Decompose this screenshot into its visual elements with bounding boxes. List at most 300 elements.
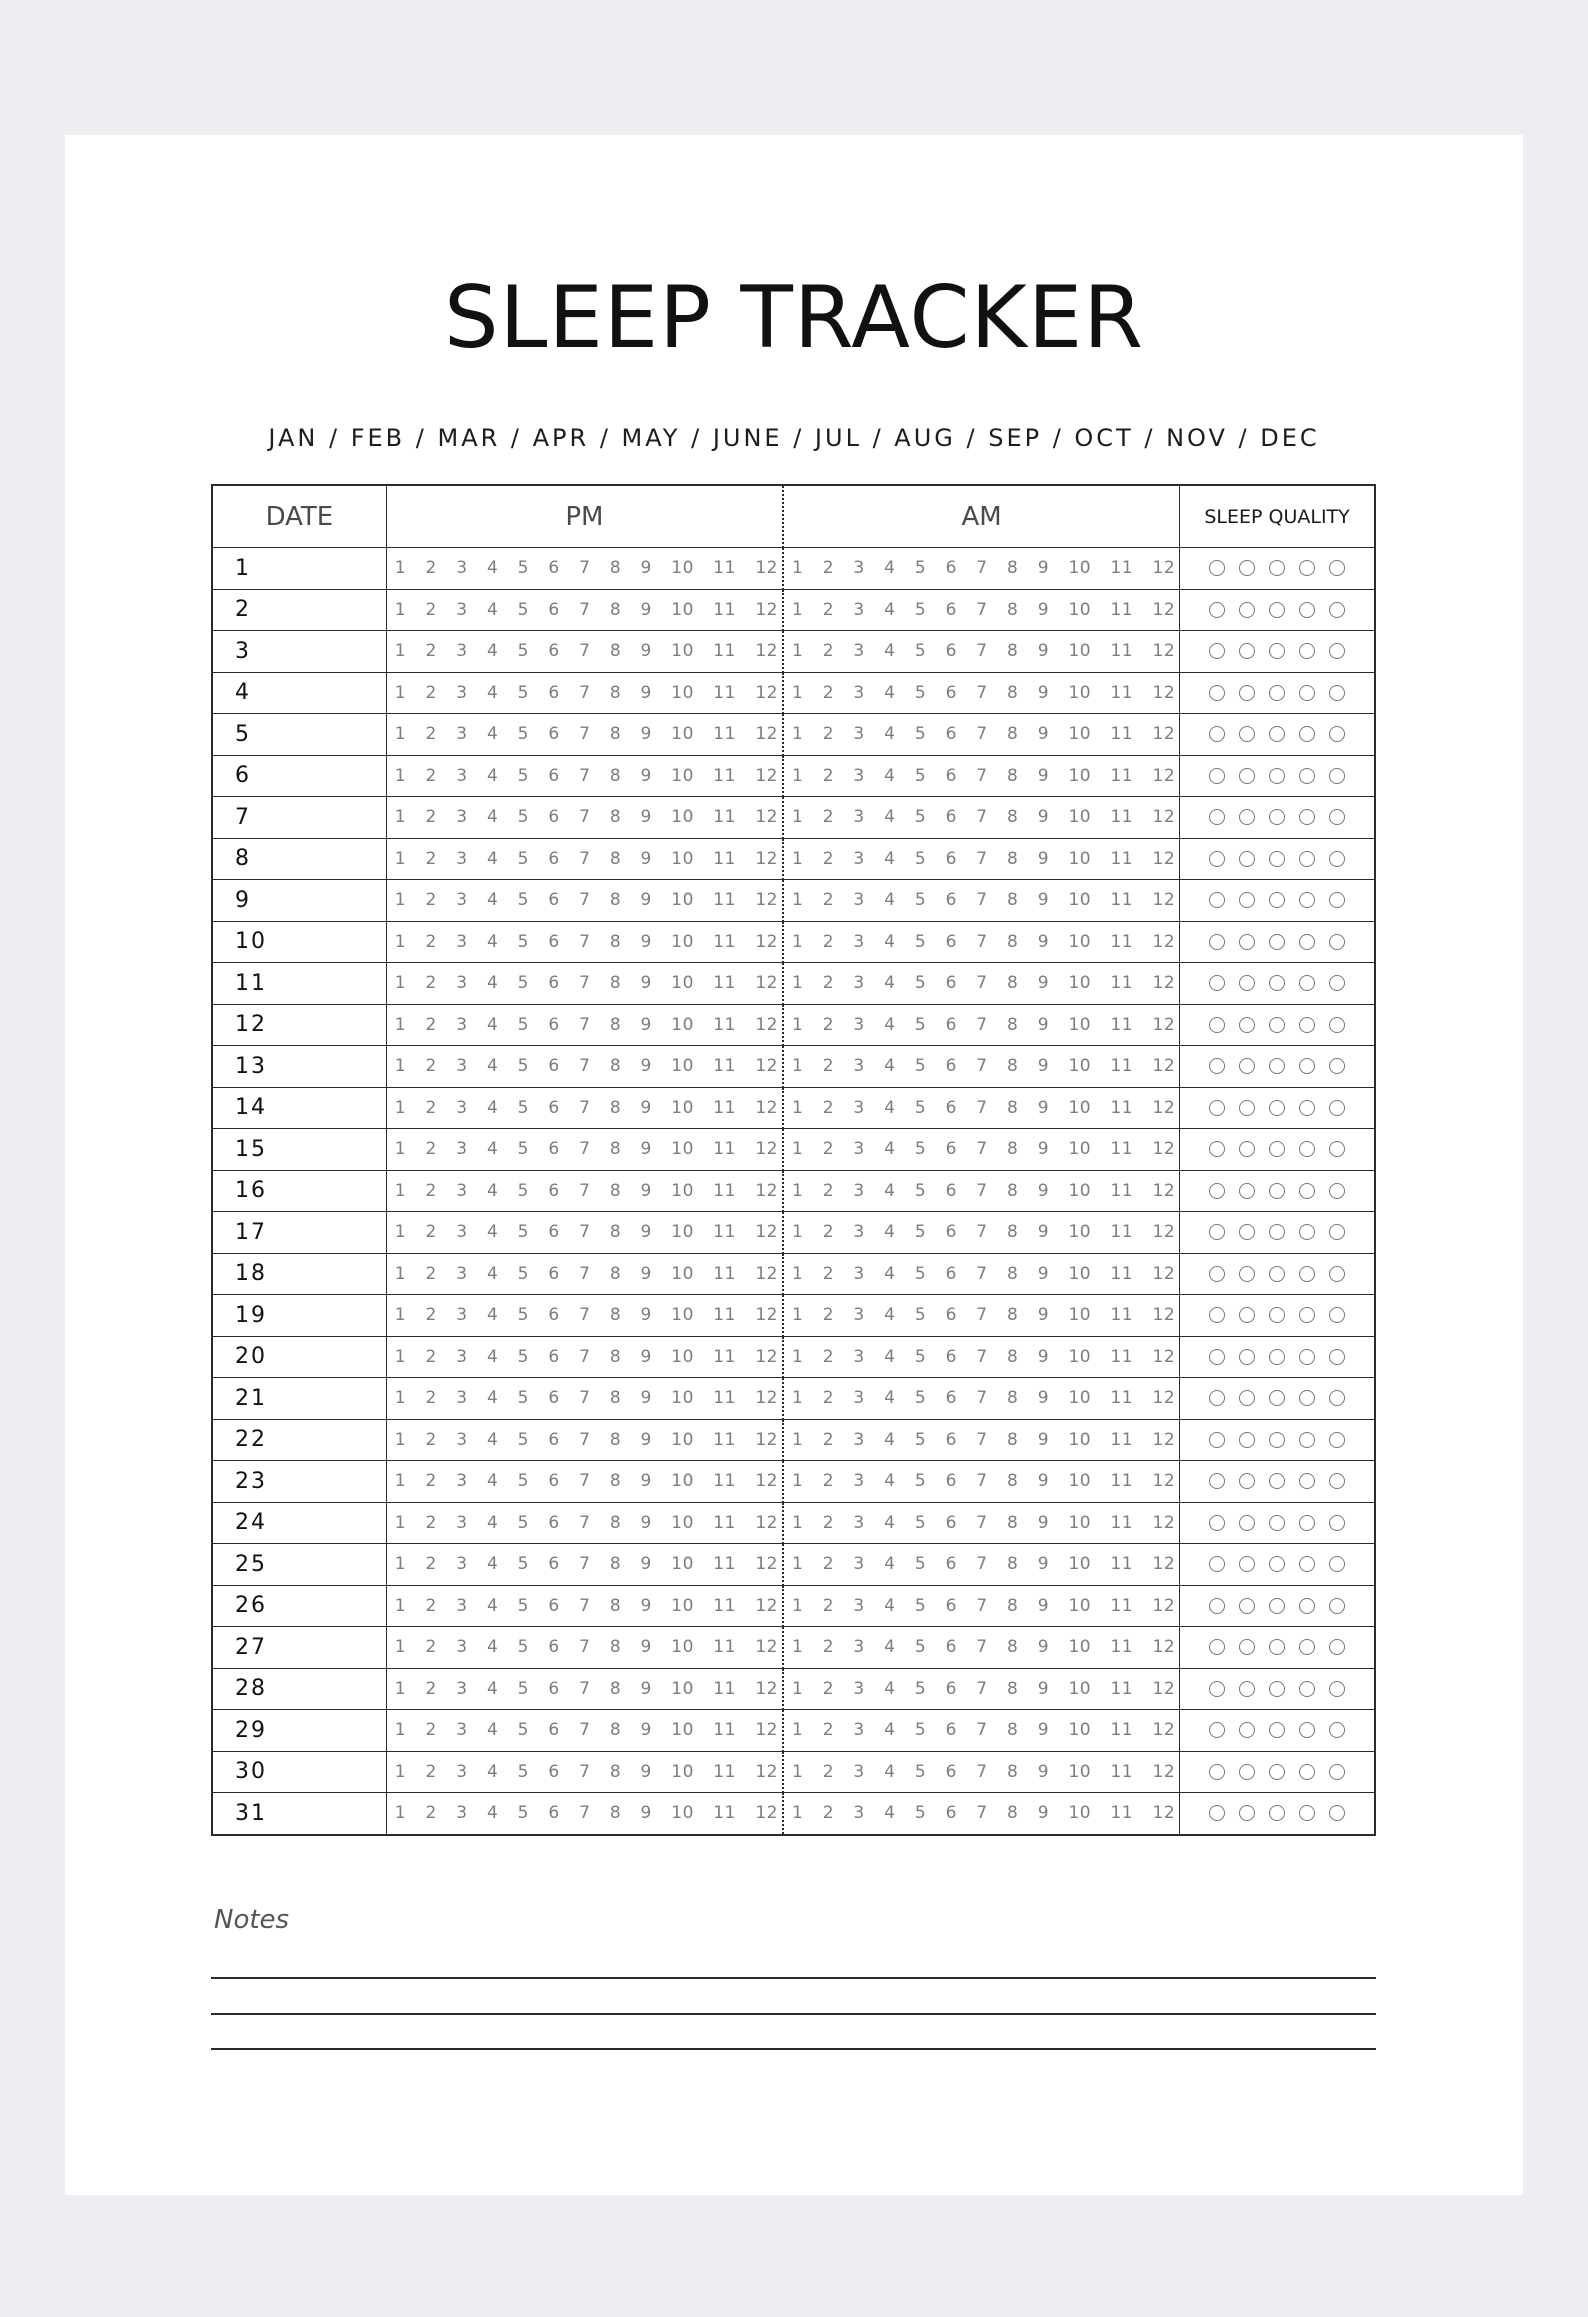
pm-hour-number[interactable]: 5 [517, 765, 529, 786]
am-hour-number[interactable]: 7 [976, 1014, 988, 1035]
am-hour-number[interactable]: 5 [914, 1305, 927, 1326]
am-hour-number[interactable]: 9 [1037, 807, 1050, 828]
pm-hour-number[interactable]: 12 [755, 1720, 778, 1741]
am-hour-number[interactable]: 4 [884, 1097, 896, 1118]
pm-hour-number[interactable]: 6 [548, 807, 560, 828]
pm-hour-number[interactable]: 12 [755, 1056, 778, 1077]
am-hour-number[interactable]: 2 [822, 1678, 835, 1699]
quality-circle-icon[interactable] [1209, 934, 1225, 950]
quality-circle-icon[interactable] [1239, 560, 1255, 576]
pm-hour-number[interactable]: 6 [548, 558, 560, 579]
pm-hour-number[interactable]: 12 [755, 1263, 778, 1284]
am-hour-number[interactable]: 8 [1007, 1678, 1019, 1699]
pm-hour-number[interactable]: 4 [486, 1512, 499, 1533]
am-hour-number[interactable]: 7 [976, 848, 988, 869]
am-hour-number[interactable]: 1 [791, 807, 804, 828]
pm-hour-number[interactable]: 5 [517, 807, 529, 828]
pm-hour-number[interactable]: 5 [517, 1803, 529, 1824]
quality-circle-icon[interactable] [1299, 1224, 1315, 1240]
quality-circle-icon[interactable] [1329, 1515, 1345, 1531]
am-hour-number[interactable]: 7 [976, 765, 988, 786]
am-hour-number[interactable]: 7 [976, 1346, 988, 1367]
am-hour-number[interactable]: 7 [976, 1429, 988, 1450]
am-hour-number[interactable]: 3 [853, 848, 865, 869]
am-hour-number[interactable]: 9 [1037, 973, 1050, 994]
am-hour-number[interactable]: 11 [1110, 848, 1134, 869]
am-hour-number[interactable]: 4 [884, 1305, 896, 1326]
am-hour-number[interactable]: 8 [1007, 1139, 1019, 1160]
am-hour-number[interactable]: 3 [853, 724, 865, 745]
am-hour-number[interactable]: 6 [945, 1180, 957, 1201]
pm-hour-number[interactable]: 2 [425, 1139, 437, 1160]
pm-hour-number[interactable]: 6 [548, 682, 560, 703]
am-hour-number[interactable]: 3 [853, 931, 865, 952]
quality-circle-icon[interactable] [1209, 975, 1225, 991]
pm-hour-number[interactable]: 4 [486, 1263, 499, 1284]
am-hour-number[interactable]: 2 [822, 682, 835, 703]
pm-hour-number[interactable]: 2 [425, 848, 437, 869]
pm-hour-number[interactable]: 7 [579, 724, 591, 745]
pm-hour-number[interactable]: 1 [394, 1720, 407, 1741]
quality-circle-icon[interactable] [1209, 768, 1225, 784]
am-hour-number[interactable]: 1 [791, 1014, 804, 1035]
pm-hour-number[interactable]: 1 [394, 599, 407, 620]
pm-hour-number[interactable]: 2 [425, 558, 437, 579]
am-hour-number[interactable]: 4 [884, 641, 896, 662]
am-hour-number[interactable]: 6 [945, 973, 957, 994]
quality-circle-icon[interactable] [1269, 851, 1285, 867]
am-hour-number[interactable]: 12 [1152, 1678, 1176, 1699]
pm-hour-number[interactable]: 7 [579, 973, 591, 994]
pm-hour-number[interactable]: 10 [671, 765, 694, 786]
pm-hour-number[interactable]: 3 [456, 848, 468, 869]
pm-hour-number[interactable]: 12 [755, 848, 778, 869]
am-hour-number[interactable]: 7 [976, 1803, 988, 1824]
am-hour-number[interactable]: 8 [1007, 1429, 1019, 1450]
pm-hour-number[interactable]: 7 [579, 1180, 591, 1201]
pm-hour-number[interactable]: 6 [548, 1512, 560, 1533]
quality-circle-icon[interactable] [1269, 1266, 1285, 1282]
pm-hour-number[interactable]: 6 [548, 1388, 560, 1409]
pm-hour-number[interactable]: 6 [548, 931, 560, 952]
quality-circle-icon[interactable] [1299, 1058, 1315, 1074]
am-hour-number[interactable]: 12 [1152, 1139, 1176, 1160]
pm-hour-number[interactable]: 2 [425, 682, 437, 703]
quality-circle-icon[interactable] [1209, 1183, 1225, 1199]
pm-hour-number[interactable]: 5 [517, 682, 529, 703]
am-hour-number[interactable]: 11 [1110, 1720, 1134, 1741]
pm-hour-number[interactable]: 5 [517, 1097, 529, 1118]
quality-circle-icon[interactable] [1239, 1805, 1255, 1821]
pm-hour-number[interactable]: 11 [713, 1678, 736, 1699]
am-hour-number[interactable]: 11 [1110, 1056, 1134, 1077]
am-hour-number[interactable]: 3 [853, 807, 865, 828]
am-hour-number[interactable]: 7 [976, 1180, 988, 1201]
quality-circle-icon[interactable] [1299, 1639, 1315, 1655]
pm-hour-number[interactable]: 4 [486, 641, 499, 662]
am-hour-number[interactable]: 11 [1110, 1097, 1134, 1118]
am-hour-number[interactable]: 11 [1110, 1305, 1134, 1326]
notes-line[interactable] [211, 1977, 1376, 1979]
am-hour-number[interactable]: 3 [853, 1595, 865, 1616]
am-hour-number[interactable]: 8 [1007, 1014, 1019, 1035]
am-hour-number[interactable]: 1 [791, 1761, 804, 1782]
pm-hour-number[interactable]: 3 [456, 1761, 468, 1782]
am-hour-number[interactable]: 3 [853, 1014, 865, 1035]
am-hour-number[interactable]: 12 [1152, 1761, 1176, 1782]
am-hour-number[interactable]: 6 [945, 848, 957, 869]
am-hour-number[interactable]: 9 [1037, 1637, 1050, 1658]
am-hour-number[interactable]: 4 [884, 1180, 896, 1201]
am-hour-number[interactable]: 5 [914, 765, 927, 786]
am-hour-number[interactable]: 4 [884, 765, 896, 786]
quality-circle-icon[interactable] [1299, 1598, 1315, 1614]
quality-circle-icon[interactable] [1299, 809, 1315, 825]
am-hour-number[interactable]: 2 [822, 724, 835, 745]
am-hour-number[interactable]: 8 [1007, 682, 1019, 703]
am-hour-number[interactable]: 5 [914, 682, 927, 703]
pm-hour-number[interactable]: 7 [579, 1678, 591, 1699]
pm-hour-number[interactable]: 11 [713, 558, 736, 579]
am-hour-number[interactable]: 6 [945, 682, 957, 703]
pm-hour-number[interactable]: 6 [548, 1263, 560, 1284]
pm-hour-number[interactable]: 5 [517, 848, 529, 869]
pm-hour-number[interactable]: 11 [713, 765, 736, 786]
pm-hour-number[interactable]: 10 [671, 807, 694, 828]
am-hour-number[interactable]: 3 [853, 1429, 865, 1450]
am-hour-number[interactable]: 4 [884, 1388, 896, 1409]
pm-hour-number[interactable]: 3 [456, 1263, 468, 1284]
pm-hour-number[interactable]: 6 [548, 1180, 560, 1201]
am-hour-number[interactable]: 9 [1037, 1554, 1050, 1575]
am-hour-number[interactable]: 6 [945, 1056, 957, 1077]
am-hour-number[interactable]: 1 [791, 890, 804, 911]
am-hour-number[interactable]: 5 [914, 1263, 927, 1284]
am-hour-number[interactable]: 8 [1007, 1720, 1019, 1741]
quality-circle-icon[interactable] [1209, 1556, 1225, 1572]
am-hour-number[interactable]: 12 [1152, 1595, 1176, 1616]
quality-circle-icon[interactable] [1239, 809, 1255, 825]
pm-hour-number[interactable]: 11 [713, 973, 736, 994]
pm-hour-number[interactable]: 8 [609, 1471, 622, 1492]
am-hour-number[interactable]: 4 [884, 931, 896, 952]
quality-circle-icon[interactable] [1239, 1100, 1255, 1116]
pm-hour-number[interactable]: 8 [609, 1429, 622, 1450]
quality-circle-icon[interactable] [1299, 1432, 1315, 1448]
pm-hour-number[interactable]: 12 [755, 1429, 778, 1450]
pm-hour-number[interactable]: 10 [671, 1056, 694, 1077]
quality-circle-icon[interactable] [1239, 1017, 1255, 1033]
am-hour-number[interactable]: 10 [1068, 1222, 1092, 1243]
quality-circle-icon[interactable] [1299, 1100, 1315, 1116]
am-hour-number[interactable]: 5 [914, 1056, 927, 1077]
pm-hour-number[interactable]: 10 [671, 682, 694, 703]
pm-hour-number[interactable]: 2 [425, 1263, 437, 1284]
pm-hour-number[interactable]: 2 [425, 1512, 437, 1533]
am-hour-number[interactable]: 10 [1068, 1014, 1092, 1035]
am-hour-number[interactable]: 8 [1007, 558, 1019, 579]
am-hour-number[interactable]: 7 [976, 1554, 988, 1575]
am-hour-number[interactable]: 7 [976, 558, 988, 579]
pm-hour-number[interactable]: 1 [394, 1014, 407, 1035]
pm-hour-number[interactable]: 3 [456, 641, 468, 662]
quality-circle-icon[interactable] [1329, 1764, 1345, 1780]
quality-circle-icon[interactable] [1209, 560, 1225, 576]
am-hour-number[interactable]: 3 [853, 1388, 865, 1409]
am-hour-number[interactable]: 6 [945, 558, 957, 579]
am-hour-number[interactable]: 5 [914, 1554, 927, 1575]
pm-hour-number[interactable]: 10 [671, 1263, 694, 1284]
pm-hour-number[interactable]: 8 [609, 1512, 622, 1533]
quality-circle-icon[interactable] [1269, 1556, 1285, 1572]
pm-hour-number[interactable]: 5 [517, 1595, 529, 1616]
am-hour-number[interactable]: 7 [976, 1139, 988, 1160]
am-hour-number[interactable]: 8 [1007, 1388, 1019, 1409]
pm-hour-number[interactable]: 11 [713, 1346, 736, 1367]
quality-circle-icon[interactable] [1329, 1639, 1345, 1655]
quality-circle-icon[interactable] [1299, 975, 1315, 991]
pm-hour-number[interactable]: 7 [579, 1305, 591, 1326]
am-hour-number[interactable]: 12 [1152, 931, 1176, 952]
quality-circle-icon[interactable] [1329, 1266, 1345, 1282]
am-hour-number[interactable]: 10 [1068, 1097, 1092, 1118]
am-hour-number[interactable]: 12 [1152, 807, 1176, 828]
pm-hour-number[interactable]: 2 [425, 724, 437, 745]
pm-hour-number[interactable]: 8 [609, 558, 622, 579]
pm-hour-number[interactable]: 1 [394, 1761, 407, 1782]
pm-hour-number[interactable]: 8 [609, 1305, 622, 1326]
am-hour-number[interactable]: 6 [945, 1720, 957, 1741]
quality-circle-icon[interactable] [1239, 1515, 1255, 1531]
pm-hour-number[interactable]: 1 [394, 973, 407, 994]
am-hour-number[interactable]: 5 [914, 1761, 927, 1782]
quality-circle-icon[interactable] [1299, 1349, 1315, 1365]
pm-hour-number[interactable]: 1 [394, 848, 407, 869]
am-hour-number[interactable]: 4 [884, 807, 896, 828]
pm-hour-number[interactable]: 10 [671, 1097, 694, 1118]
pm-hour-number[interactable]: 3 [456, 682, 468, 703]
pm-hour-number[interactable]: 5 [517, 1471, 529, 1492]
pm-hour-number[interactable]: 6 [548, 1014, 560, 1035]
pm-hour-number[interactable]: 7 [579, 931, 591, 952]
am-hour-number[interactable]: 10 [1068, 1595, 1092, 1616]
quality-circle-icon[interactable] [1269, 1183, 1285, 1199]
pm-hour-number[interactable]: 11 [713, 1803, 736, 1824]
am-hour-number[interactable]: 4 [884, 1014, 896, 1035]
pm-hour-number[interactable]: 9 [640, 931, 652, 952]
am-hour-number[interactable]: 7 [976, 1471, 988, 1492]
pm-hour-number[interactable]: 1 [394, 1263, 407, 1284]
am-hour-number[interactable]: 7 [976, 931, 988, 952]
am-hour-number[interactable]: 2 [822, 599, 835, 620]
pm-hour-number[interactable]: 10 [671, 931, 694, 952]
pm-hour-number[interactable]: 5 [517, 1678, 529, 1699]
am-hour-number[interactable]: 10 [1068, 599, 1092, 620]
pm-hour-number[interactable]: 1 [394, 1554, 407, 1575]
pm-hour-number[interactable]: 1 [394, 558, 407, 579]
pm-hour-number[interactable]: 10 [671, 1014, 694, 1035]
pm-hour-number[interactable]: 7 [579, 1720, 591, 1741]
pm-hour-number[interactable]: 3 [456, 1097, 468, 1118]
am-hour-number[interactable]: 8 [1007, 848, 1019, 869]
am-hour-number[interactable]: 1 [791, 1720, 804, 1741]
am-hour-number[interactable]: 7 [976, 973, 988, 994]
am-hour-number[interactable]: 5 [914, 1014, 927, 1035]
pm-hour-number[interactable]: 9 [640, 1014, 652, 1035]
pm-hour-number[interactable]: 10 [671, 1305, 694, 1326]
am-hour-number[interactable]: 10 [1068, 931, 1092, 952]
pm-hour-number[interactable]: 4 [486, 1720, 499, 1741]
am-hour-number[interactable]: 9 [1037, 1056, 1050, 1077]
pm-hour-number[interactable]: 8 [609, 1346, 622, 1367]
notes-line[interactable] [211, 2013, 1376, 2015]
quality-circle-icon[interactable] [1269, 1432, 1285, 1448]
pm-hour-number[interactable]: 4 [486, 1637, 499, 1658]
am-hour-number[interactable]: 12 [1152, 1388, 1176, 1409]
am-hour-number[interactable]: 11 [1110, 890, 1134, 911]
pm-hour-number[interactable]: 7 [579, 558, 591, 579]
pm-hour-number[interactable]: 9 [640, 848, 652, 869]
quality-circle-icon[interactable] [1239, 1764, 1255, 1780]
am-hour-number[interactable]: 2 [822, 1139, 835, 1160]
pm-hour-number[interactable]: 10 [671, 890, 694, 911]
pm-hour-number[interactable]: 10 [671, 1388, 694, 1409]
quality-circle-icon[interactable] [1329, 1017, 1345, 1033]
pm-hour-number[interactable]: 4 [486, 807, 499, 828]
am-hour-number[interactable]: 3 [853, 1720, 865, 1741]
quality-circle-icon[interactable] [1209, 726, 1225, 742]
pm-hour-number[interactable]: 1 [394, 1429, 407, 1450]
am-hour-number[interactable]: 3 [853, 1263, 865, 1284]
am-hour-number[interactable]: 3 [853, 558, 865, 579]
am-hour-number[interactable]: 10 [1068, 1056, 1092, 1077]
quality-circle-icon[interactable] [1269, 1100, 1285, 1116]
am-hour-number[interactable]: 7 [976, 599, 988, 620]
pm-hour-number[interactable]: 1 [394, 1595, 407, 1616]
pm-hour-number[interactable]: 7 [579, 1637, 591, 1658]
pm-hour-number[interactable]: 12 [755, 599, 778, 620]
pm-hour-number[interactable]: 5 [517, 599, 529, 620]
am-hour-number[interactable]: 11 [1110, 558, 1134, 579]
pm-hour-number[interactable]: 12 [755, 1637, 778, 1658]
am-hour-number[interactable]: 12 [1152, 1305, 1176, 1326]
pm-hour-number[interactable]: 12 [755, 682, 778, 703]
am-hour-number[interactable]: 11 [1110, 1139, 1134, 1160]
am-hour-number[interactable]: 3 [853, 973, 865, 994]
pm-hour-number[interactable]: 12 [755, 1305, 778, 1326]
quality-circle-icon[interactable] [1269, 1390, 1285, 1406]
am-hour-number[interactable]: 2 [822, 1056, 835, 1077]
am-hour-number[interactable]: 8 [1007, 599, 1019, 620]
quality-circle-icon[interactable] [1209, 1224, 1225, 1240]
am-hour-number[interactable]: 1 [791, 1180, 804, 1201]
am-hour-number[interactable]: 2 [822, 1346, 835, 1367]
pm-hour-number[interactable]: 2 [425, 1720, 437, 1741]
quality-circle-icon[interactable] [1239, 975, 1255, 991]
quality-circle-icon[interactable] [1299, 560, 1315, 576]
am-hour-number[interactable]: 2 [822, 558, 835, 579]
am-hour-number[interactable]: 10 [1068, 1803, 1092, 1824]
am-hour-number[interactable]: 6 [945, 1761, 957, 1782]
pm-hour-number[interactable]: 11 [713, 1388, 736, 1409]
am-hour-number[interactable]: 1 [791, 599, 804, 620]
pm-hour-number[interactable]: 1 [394, 1388, 407, 1409]
pm-hour-number[interactable]: 3 [456, 1305, 468, 1326]
pm-hour-number[interactable]: 10 [671, 1512, 694, 1533]
pm-hour-number[interactable]: 7 [579, 641, 591, 662]
pm-hour-number[interactable]: 3 [456, 1014, 468, 1035]
am-hour-number[interactable]: 9 [1037, 890, 1050, 911]
am-hour-number[interactable]: 3 [853, 1637, 865, 1658]
pm-hour-number[interactable]: 11 [713, 1263, 736, 1284]
pm-hour-number[interactable]: 8 [609, 1056, 622, 1077]
pm-hour-number[interactable]: 12 [755, 973, 778, 994]
am-hour-number[interactable]: 11 [1110, 1678, 1134, 1699]
pm-hour-number[interactable]: 2 [425, 1803, 437, 1824]
am-hour-number[interactable]: 2 [822, 1305, 835, 1326]
pm-hour-number[interactable]: 9 [640, 1678, 652, 1699]
pm-hour-number[interactable]: 8 [609, 1139, 622, 1160]
am-hour-number[interactable]: 9 [1037, 724, 1050, 745]
am-hour-number[interactable]: 5 [914, 1637, 927, 1658]
am-hour-number[interactable]: 11 [1110, 765, 1134, 786]
pm-hour-number[interactable]: 3 [456, 1180, 468, 1201]
pm-hour-number[interactable]: 9 [640, 558, 652, 579]
am-hour-number[interactable]: 11 [1110, 1346, 1134, 1367]
pm-hour-number[interactable]: 5 [517, 558, 529, 579]
quality-circle-icon[interactable] [1239, 643, 1255, 659]
quality-circle-icon[interactable] [1329, 1183, 1345, 1199]
am-hour-number[interactable]: 1 [791, 641, 804, 662]
am-hour-number[interactable]: 2 [822, 1429, 835, 1450]
pm-hour-number[interactable]: 11 [713, 1305, 736, 1326]
am-hour-number[interactable]: 4 [884, 973, 896, 994]
pm-hour-number[interactable]: 11 [713, 1512, 736, 1533]
pm-hour-number[interactable]: 12 [755, 1180, 778, 1201]
quality-circle-icon[interactable] [1329, 975, 1345, 991]
pm-hour-number[interactable]: 6 [548, 1305, 560, 1326]
am-hour-number[interactable]: 5 [914, 1346, 927, 1367]
pm-hour-number[interactable]: 8 [609, 1595, 622, 1616]
pm-hour-number[interactable]: 11 [713, 848, 736, 869]
pm-hour-number[interactable]: 6 [548, 1056, 560, 1077]
pm-hour-number[interactable]: 4 [486, 848, 499, 869]
quality-circle-icon[interactable] [1269, 685, 1285, 701]
pm-hour-number[interactable]: 5 [517, 1429, 529, 1450]
am-hour-number[interactable]: 9 [1037, 1014, 1050, 1035]
quality-circle-icon[interactable] [1209, 1764, 1225, 1780]
pm-hour-number[interactable]: 10 [671, 973, 694, 994]
am-hour-number[interactable]: 1 [791, 1097, 804, 1118]
quality-circle-icon[interactable] [1329, 685, 1345, 701]
pm-hour-number[interactable]: 2 [425, 1222, 437, 1243]
am-hour-number[interactable]: 7 [976, 1637, 988, 1658]
pm-hour-number[interactable]: 7 [579, 1512, 591, 1533]
pm-hour-number[interactable]: 4 [486, 1305, 499, 1326]
pm-hour-number[interactable]: 9 [640, 1637, 652, 1658]
pm-hour-number[interactable]: 11 [713, 1222, 736, 1243]
pm-hour-number[interactable]: 8 [609, 1180, 622, 1201]
am-hour-number[interactable]: 11 [1110, 1222, 1134, 1243]
am-hour-number[interactable]: 9 [1037, 599, 1050, 620]
am-hour-number[interactable]: 10 [1068, 890, 1092, 911]
pm-hour-number[interactable]: 3 [456, 1595, 468, 1616]
pm-hour-number[interactable]: 9 [640, 1139, 652, 1160]
pm-hour-number[interactable]: 10 [671, 1720, 694, 1741]
quality-circle-icon[interactable] [1329, 1058, 1345, 1074]
notes-line[interactable] [211, 2048, 1376, 2050]
pm-hour-number[interactable]: 8 [609, 1678, 622, 1699]
